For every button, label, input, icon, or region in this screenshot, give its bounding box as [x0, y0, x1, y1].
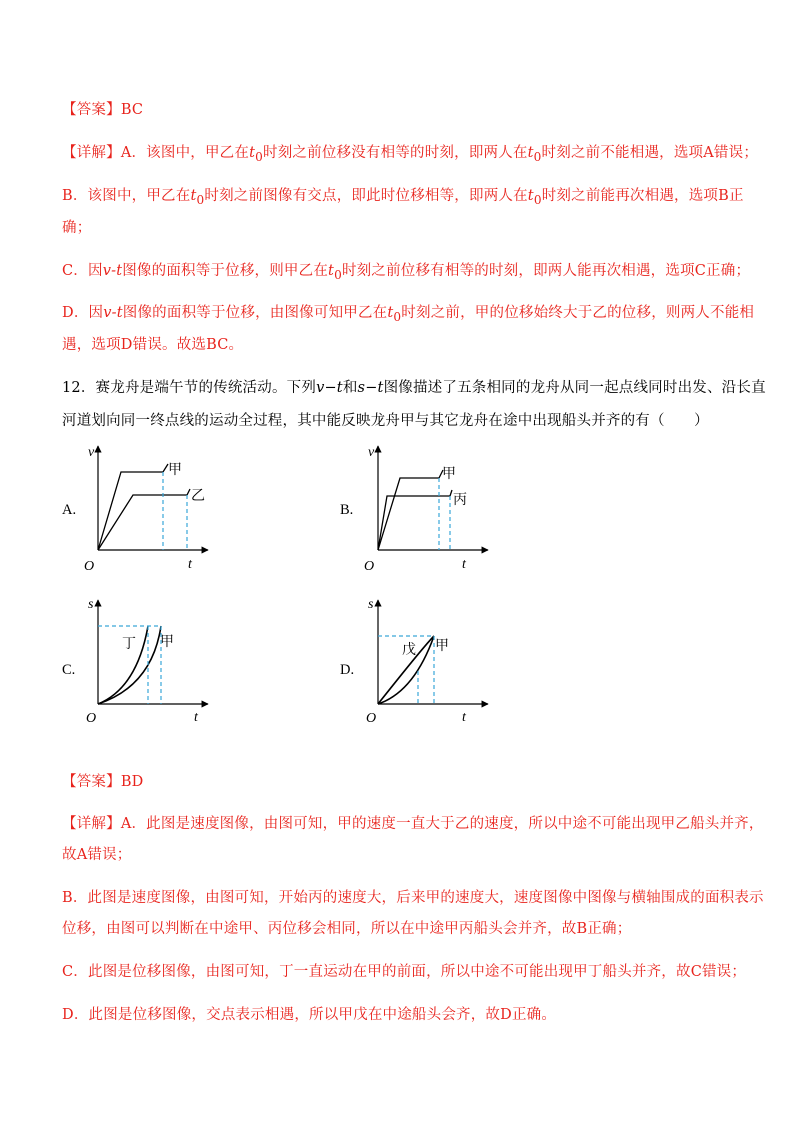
answer-line-2	[62, 770, 144, 791]
series-label-jia: 甲	[442, 467, 456, 482]
t0-subscript: 0	[255, 149, 264, 164]
detail2-line-a1	[62, 812, 764, 833]
t0-symbol: t	[328, 263, 335, 279]
series-jia	[378, 470, 443, 550]
text-segment: 时刻之前，甲的位移始终大于乙的位移，则两人不能相	[401, 305, 755, 321]
answer-value: BD	[120, 774, 144, 790]
x-axis-label: t	[188, 557, 192, 572]
x-axis-label: t	[462, 710, 466, 725]
detail1-line-d1	[62, 301, 754, 324]
series-label-jia: 甲	[168, 463, 182, 478]
graph-a	[82, 442, 212, 574]
graph-b	[362, 442, 492, 574]
text-segment: 时刻之前能再次相遇，选项B正	[541, 188, 744, 204]
series-yi	[98, 489, 190, 550]
text-segment: C．因	[62, 263, 103, 279]
origin-label: O	[364, 559, 375, 574]
detail1-line-a	[62, 141, 758, 164]
t0-symbol: t	[387, 305, 394, 321]
text-segment: 时刻之前不能相遇，选项A错误；	[541, 145, 759, 161]
text-segment: 图像描述了五条相同的龙舟从同一起点线同时出发、沿长直	[383, 380, 766, 396]
answer-tag: 【答案】	[62, 774, 121, 790]
origin-label: O	[86, 711, 97, 726]
text-segment: A．此图是速度图像，由图可知，甲的速度一直大于乙的速度，所以中途不可能出现甲乙船头并齐，	[120, 816, 764, 832]
text-segment: D．因	[62, 305, 104, 321]
t0-symbol: t	[527, 145, 534, 161]
detail-tag: 【详解】	[62, 145, 121, 161]
detail1-line-b2: 确；	[62, 220, 92, 236]
detail1-line-c	[62, 259, 750, 282]
y-axis-label: v	[368, 445, 375, 460]
x-axis-label: t	[194, 710, 198, 725]
text-segment: A．该图中，甲乙在	[120, 145, 250, 161]
series-label-ding: 丁	[122, 637, 136, 652]
series-label-yi: 乙	[191, 489, 205, 504]
series-label-wu: 戊	[402, 643, 416, 658]
detail1-line-b1	[62, 184, 744, 207]
y-axis-label: v	[88, 445, 95, 460]
answer-tag: 【答案】	[62, 102, 121, 118]
text-segment: 和	[342, 380, 358, 396]
question-line-1	[62, 376, 766, 397]
text-segment: 图像的面积等于位移，则甲乙在	[122, 263, 329, 279]
graph-d	[362, 596, 492, 726]
option-b-label: B.	[340, 502, 354, 518]
vt-symbol: v-t	[102, 263, 123, 279]
text-segment: 图像的面积等于位移，由图像可知甲乙在	[122, 305, 388, 321]
vt-symbol: v-t	[103, 305, 123, 321]
question-line-2: 河道划向同一终点线的运动全过程，其中能反映龙舟甲与其它龙舟在途中出现船头并齐的有（ ）	[62, 413, 709, 429]
vt-symbol: v−t	[316, 380, 343, 396]
detail2-line-a2: 故A错误；	[62, 847, 132, 863]
detail2-line-b1: B．此图是速度图像，由图可知，开始丙的速度大，后来甲的速度大，速度图像中图像与横轴围成的面积表示	[62, 890, 764, 906]
option-c-label: C.	[62, 662, 76, 678]
answer-value: BC	[120, 102, 144, 118]
t0-subscript: 0	[196, 192, 205, 207]
text-segment: B．该图中，甲乙在	[62, 188, 191, 204]
text-segment: 时刻之前位移没有相等的时刻，即两人在	[263, 145, 528, 161]
text-segment: 12．赛龙舟是端午节的传统活动。下列	[62, 380, 317, 396]
series-bing	[378, 490, 452, 550]
detail1-line-d2: 遇，选项D错误。故选BC。	[62, 337, 244, 353]
text-segment: 时刻之前图像有交点，即此时位移相等，即两人在	[204, 188, 528, 204]
detail2-line-d: D．此图是位移图像，交点表示相遇，所以甲戊在中途船头会齐，故D正确。	[62, 1007, 557, 1023]
series-jia	[98, 464, 168, 550]
detail2-line-c: C．此图是位移图像，由图可知，丁一直运动在甲的前面，所以中途不可能出现甲丁船头并齐，故C错误；	[62, 964, 747, 980]
text-segment: 时刻之前位移有相等的时刻，即两人能再次相遇，选项C正确；	[341, 263, 751, 279]
option-a-label: A.	[62, 502, 77, 518]
origin-label: O	[84, 559, 95, 574]
t0-subscript: 0	[334, 267, 342, 282]
y-axis-label: s	[368, 597, 374, 612]
t0-subscript: 0	[533, 192, 542, 207]
graph-c	[82, 596, 212, 726]
t0-subscript: 0	[533, 149, 542, 164]
t0-subscript: 0	[393, 309, 402, 324]
series-label-jia: 甲	[160, 635, 174, 650]
y-axis-label: s	[88, 597, 94, 612]
t0-symbol: t	[190, 188, 197, 204]
detail-tag: 【详解】	[62, 816, 121, 832]
t0-symbol: t	[249, 145, 256, 161]
detail2-line-b2: 位移，由图可以判断在中途甲、丙位移会相同，所以在中途甲丙船头会并齐，故B正确；	[62, 921, 632, 937]
series-label-jia: 甲	[435, 639, 449, 654]
answer-line-1	[62, 98, 143, 119]
option-d-label: D.	[340, 662, 355, 678]
st-symbol: s−t	[357, 380, 384, 396]
x-axis-label: t	[462, 557, 466, 572]
t0-symbol: t	[527, 188, 534, 204]
origin-label: O	[366, 711, 377, 726]
series-label-bing: 丙	[453, 493, 467, 508]
